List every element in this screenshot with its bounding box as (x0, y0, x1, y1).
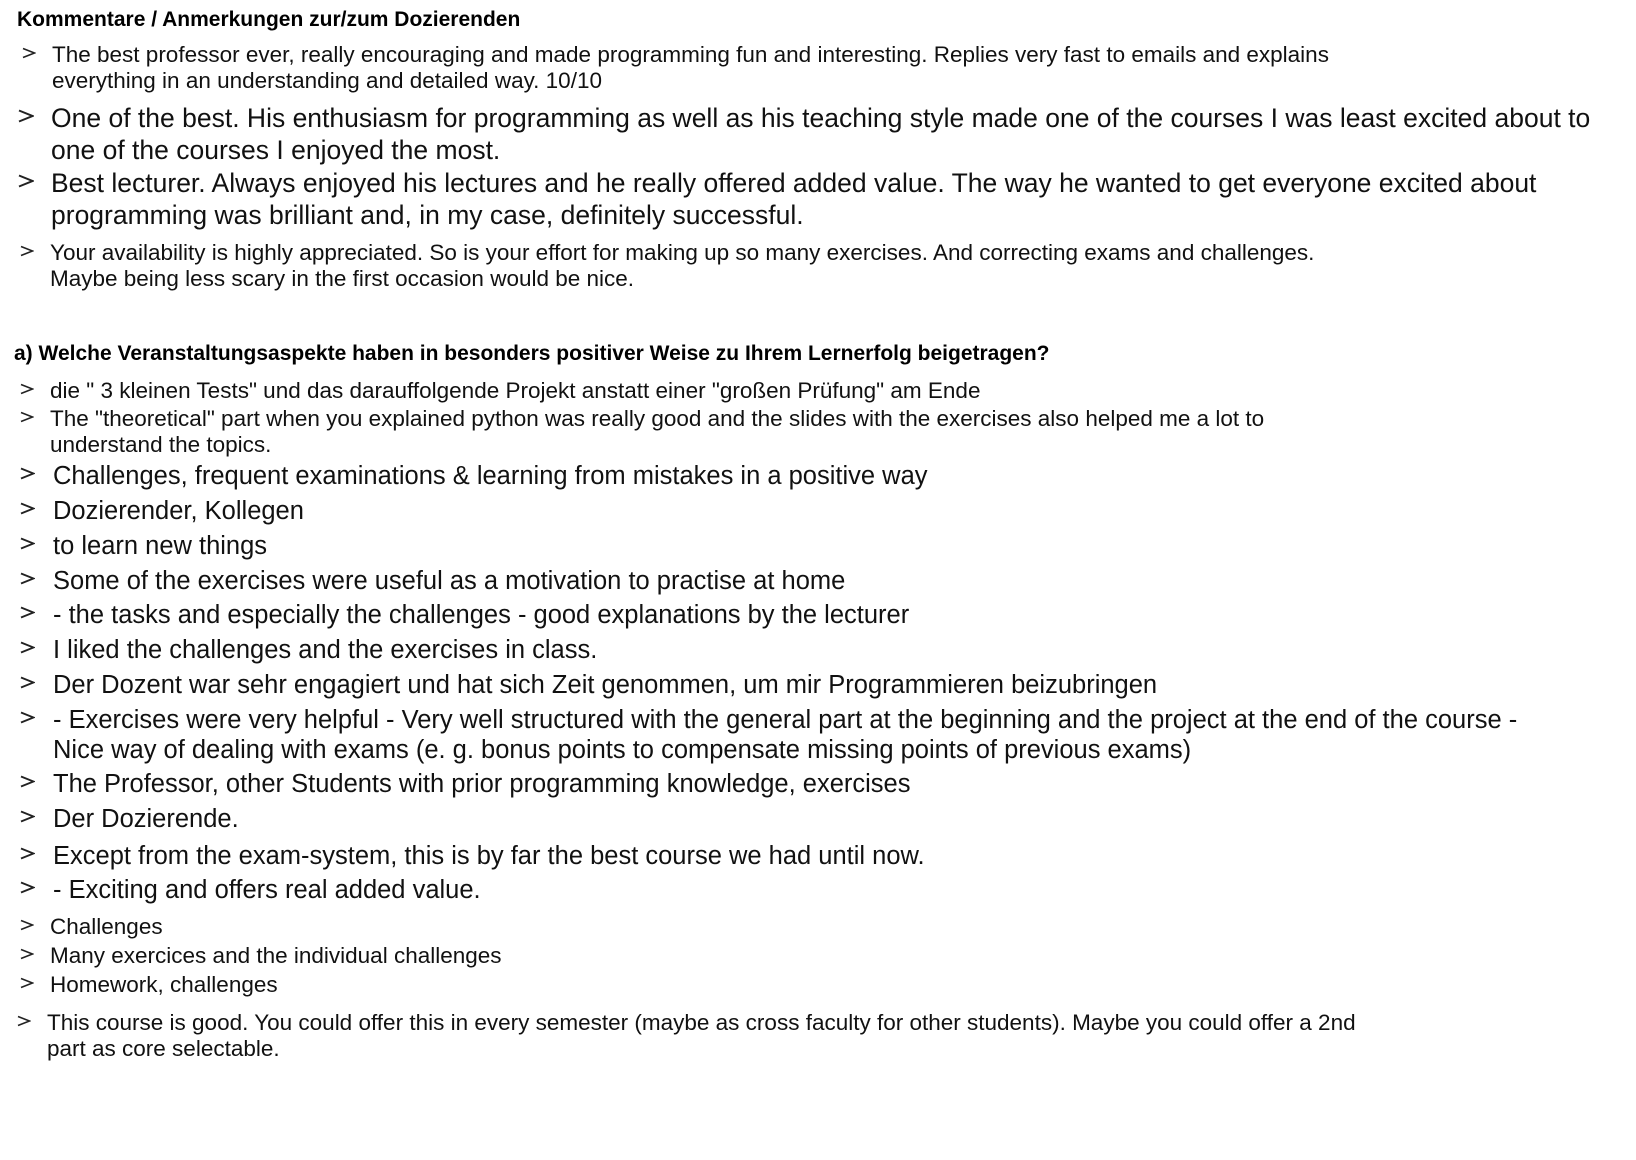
list-item (20, 531, 267, 561)
list-item (20, 496, 304, 526)
list-item-text: Challenges, frequent examinations & learning from mistakes in a positive way (53, 462, 928, 490)
list-item (20, 972, 278, 998)
list-item (20, 635, 597, 665)
list-item (20, 875, 481, 905)
list-item (20, 769, 911, 799)
list-item-text: Challenges (50, 914, 163, 939)
section-heading-positive-aspects: a) Welche Veranstaltungsaspekte haben in besonders positiver Weise zu Ihrem Lernerfolg beigetragen? (14, 342, 1050, 365)
comment-text: One of the best. His enthusiasm for programming as well as his teaching style made one of the courses I was least excited about to one of the courses I enjoyed the most. (51, 103, 1591, 165)
list-item (20, 804, 239, 834)
comment-item (18, 103, 1590, 166)
list-item (20, 600, 909, 630)
list-item-text: Der Dozent war sehr engagiert und hat sich Zeit genommen, um mir Programmieren beizubringen (53, 671, 1158, 699)
list-item (20, 461, 928, 491)
list-item-text: This course is good. You could offer this in every semester (maybe as cross faculty for other students). Maybe you could offer a 2nd part as core selectable. (47, 1010, 1356, 1061)
list-item (20, 406, 1264, 458)
list-item-text: Many exercices and the individual challenges (50, 943, 502, 968)
comment-text: Your availability is highly appreciated. So is your effort for making up so many exercises. And correcting exams and challenges. Maybe being less scary in the first occasion would be nice. (50, 240, 1315, 291)
comment-item (20, 240, 1314, 292)
list-item (20, 914, 163, 940)
comment-text: Best lecturer. Always enjoyed his lectures and he really offered added value. The way he wanted to get everyone excited about programming was brilliant and, in my case, definitely successful. (51, 168, 1537, 230)
list-item (20, 566, 845, 596)
list-item-text: Some of the exercises were useful as a motivation to practise at home (53, 567, 846, 595)
comment-item (18, 168, 1536, 231)
comment-item (22, 42, 1329, 94)
list-item (20, 841, 925, 871)
list-item-text: Dozierender, Kollegen (53, 497, 304, 525)
section-heading-comments: Kommentare / Anmerkungen zur/zum Dozierenden (17, 8, 521, 31)
list-item (20, 705, 1517, 765)
list-item (20, 943, 502, 969)
list-item-text: Except from the exam-system, this is by far the best course we had until now. (53, 842, 925, 870)
list-item-text: Homework, challenges (50, 972, 278, 997)
list-item-text: Der Dozierende. (53, 805, 239, 833)
list-item (20, 378, 980, 404)
list-item (17, 1010, 1356, 1062)
list-item-text: die " 3 kleinen Tests" und das darauffolgende Projekt anstatt einer "großen Prüfung" am Ende (50, 378, 981, 403)
list-item-text: - Exercises were very helpful - Very well structured with the general part at the beginning and the project at the end of the course - Nice way of dealing with exams (e. g. bonus points to compensate missing points of previous exams) (53, 706, 1518, 764)
list-item (20, 670, 1157, 700)
list-item-text: I liked the challenges and the exercises in class. (53, 636, 598, 664)
comment-text: The best professor ever, really encouraging and made programming fun and interesting. Replies very fast to emails and explains everything in an understanding and detailed way. 10/10 (52, 42, 1329, 93)
list-item-text: The Professor, other Students with prior programming knowledge, exercises (53, 770, 911, 798)
list-item-text: - the tasks and especially the challenges - good explanations by the lecturer (53, 601, 910, 629)
list-item-text: The "theoretical" part when you explained python was really good and the slides with the exercises also helped me a lot to understand the topics. (50, 406, 1265, 457)
list-item-text: to learn new things (53, 532, 268, 560)
list-item-text: - Exciting and offers real added value. (53, 876, 481, 904)
